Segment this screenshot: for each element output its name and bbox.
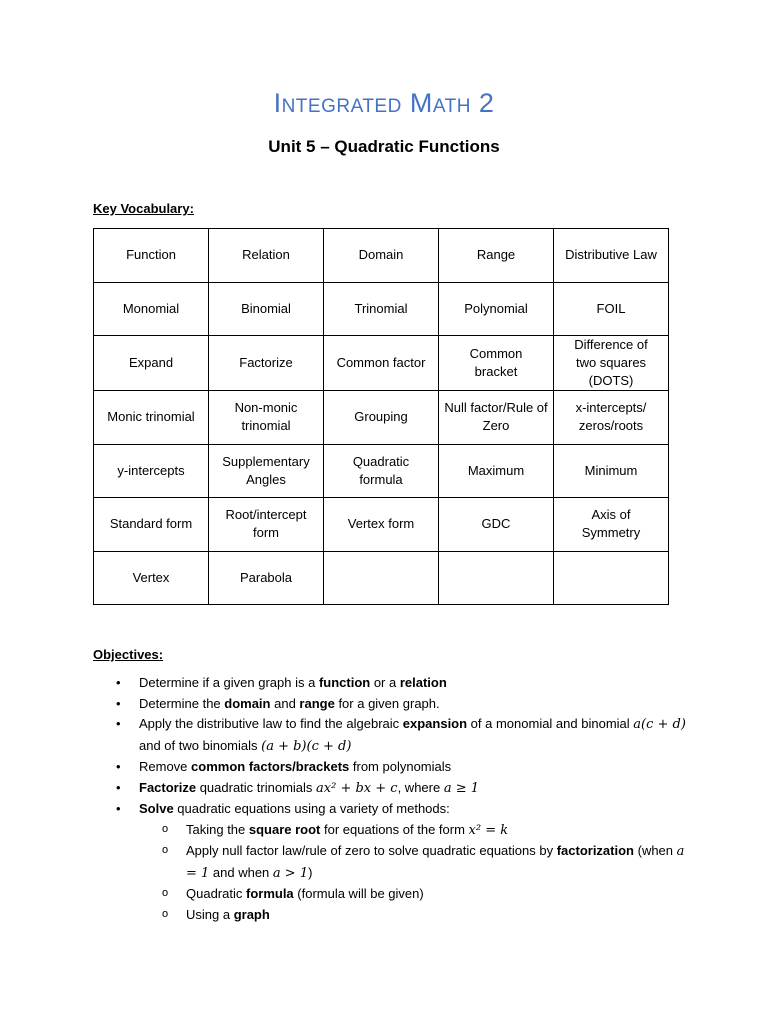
bold-term: function <box>318 675 371 690</box>
table-cell: Domain <box>324 229 439 283</box>
table-cell: Vertex <box>94 551 209 605</box>
text-run: (when <box>634 843 677 858</box>
table-cell: Trinomial <box>324 282 439 336</box>
table-cell: GDC <box>439 498 554 552</box>
table-cell: Minimum <box>554 444 669 498</box>
table-cell: Difference of two squares (DOTS) <box>554 336 669 391</box>
text-run: Remove <box>139 759 192 774</box>
text-run: Apply the distributive law to find the algebraic <box>139 716 403 731</box>
math-expression: x² = k <box>468 822 509 838</box>
table-cell <box>439 551 554 605</box>
text-run: ) <box>308 864 313 880</box>
table-cell: Function <box>94 229 209 283</box>
text-run: from polynomials <box>349 759 452 774</box>
table-cell: Non-monic trinomial <box>209 391 324 445</box>
text-run: of a monomial and binomial <box>467 716 634 731</box>
table-cell: Grouping <box>324 391 439 445</box>
table-cell: Common bracket <box>439 336 554 391</box>
table-cell: x-intercepts/ zeros/roots <box>554 391 669 445</box>
sub-list-item <box>186 905 699 926</box>
bold-term: relation <box>399 675 447 690</box>
math-expression: (a + b)(c + d) <box>261 738 352 754</box>
sub-list-item <box>186 884 699 905</box>
text-run: quadratic equations using a variety of methods: <box>173 801 450 816</box>
list-item <box>139 673 699 694</box>
bold-term: graph <box>233 906 270 922</box>
table-cell: Maximum <box>439 444 554 498</box>
bold-term: square root <box>248 821 321 837</box>
text-run: and <box>270 695 300 711</box>
text-run: quadratic trinomials <box>196 779 317 795</box>
table-cell <box>324 551 439 605</box>
table-row <box>94 282 669 336</box>
table-cell: Quadratic formula <box>324 444 439 498</box>
table-cell: Monic trinomial <box>94 391 209 445</box>
bold-term: range <box>299 695 335 711</box>
table-cell: Distributive Law <box>554 229 669 283</box>
text-run: Apply null factor law/rule of zero to solve quadratic equations by <box>186 843 557 858</box>
list-item <box>139 714 699 757</box>
text-run: Determine the <box>139 695 225 711</box>
text-run: for a given graph. <box>334 695 440 711</box>
bold-term: expansion <box>402 716 468 731</box>
table-cell: Expand <box>94 336 209 391</box>
table-cell: Binomial <box>209 282 324 336</box>
unit-subtitle: Unit 5 – Quadratic Functions <box>268 137 500 156</box>
table-cell: Monomial <box>94 282 209 336</box>
objectives-heading: Objectives: <box>93 647 164 662</box>
bold-term: formula <box>245 886 294 901</box>
table-row <box>94 444 669 498</box>
math-expression: a(c + d) <box>633 717 686 732</box>
math-expression: a > 1 <box>272 865 309 881</box>
table-cell: Root/intercept form <box>209 498 324 552</box>
math-expression: ax² + bx + c <box>316 780 398 796</box>
vocabulary-heading: Key Vocabulary: <box>93 201 194 216</box>
text-run: or a <box>370 675 400 690</box>
list-item <box>139 778 699 800</box>
vocabulary-table <box>93 228 669 605</box>
bold-term: factorization <box>556 843 634 858</box>
math-expression: a = 1 <box>186 844 685 881</box>
text-run: and when <box>209 864 273 880</box>
table-row <box>94 498 669 552</box>
table-cell: Polynomial <box>439 282 554 336</box>
math-expression: a ≥ 1 <box>443 780 480 796</box>
table-cell: Null factor/Rule of Zero <box>439 391 554 445</box>
bold-term: Factorize <box>139 779 197 795</box>
bold-term: domain <box>224 695 271 711</box>
list-item <box>139 799 699 925</box>
table-cell: Parabola <box>209 551 324 605</box>
table-cell: Range <box>439 229 554 283</box>
text-run: (formula will be given) <box>293 886 424 901</box>
text-run: Taking the <box>186 821 249 837</box>
methods-sublist <box>139 820 699 926</box>
table-cell: Supplementary Angles <box>209 444 324 498</box>
table-row <box>94 336 669 391</box>
objectives-list <box>139 673 699 925</box>
text-run: and of two binomials <box>139 737 262 753</box>
page-title: Integrated Math 2 <box>273 88 495 118</box>
sub-list-item <box>186 820 699 842</box>
text-run: Using a <box>186 906 234 922</box>
table-cell: y-intercepts <box>94 444 209 498</box>
text-run: for equations of the form <box>320 821 469 837</box>
text-run: Determine if a given graph is a <box>139 675 319 690</box>
table-cell: Relation <box>209 229 324 283</box>
table-row <box>94 391 669 445</box>
table-cell: Axis of Symmetry <box>554 498 669 552</box>
list-item <box>139 694 699 715</box>
table-cell: Factorize <box>209 336 324 391</box>
text-run: , where <box>397 779 444 795</box>
table-cell: Standard form <box>94 498 209 552</box>
table-cell: FOIL <box>554 282 669 336</box>
table-cell <box>554 551 669 605</box>
table-cell: Vertex form <box>324 498 439 552</box>
table-cell: Common factor <box>324 336 439 391</box>
sub-list-item <box>186 841 699 884</box>
bold-term: common factors/brackets <box>191 759 350 774</box>
table-row <box>94 551 669 605</box>
text-run: Quadratic <box>186 886 246 901</box>
bold-term: Solve <box>139 801 174 816</box>
list-item <box>139 757 699 778</box>
table-row <box>94 229 669 283</box>
